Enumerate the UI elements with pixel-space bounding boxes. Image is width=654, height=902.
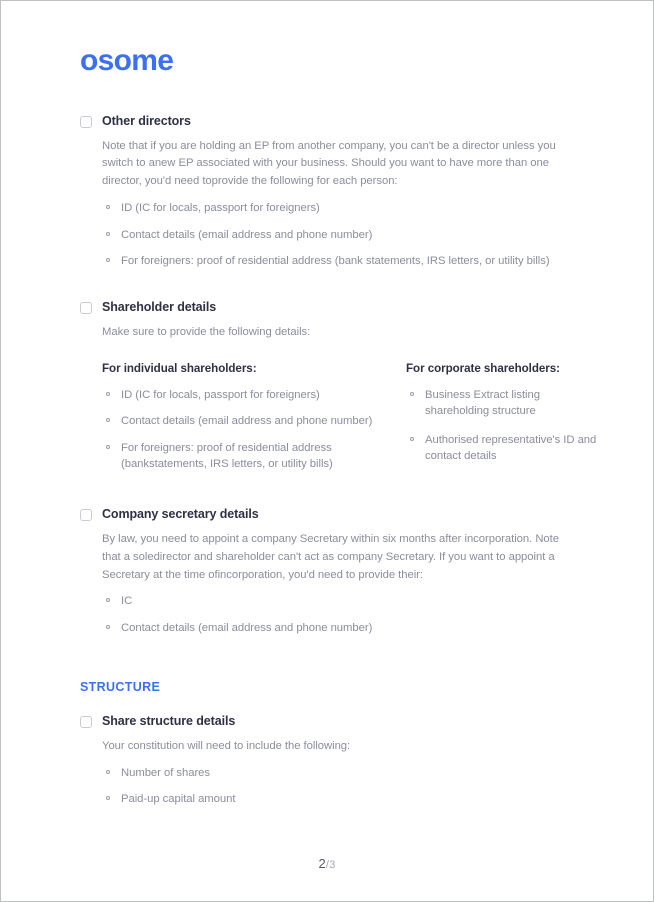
list-item: Authorised representative's ID and contact details [406,432,598,465]
page-separator: / [325,859,330,871]
shareholder-columns [102,361,597,477]
column-corporate-shareholders [406,361,598,477]
list-item: For foreigners: proof of residential address (bank statements, IRS letters, or utility bills) [102,253,576,269]
bullet-list [102,387,406,473]
block-shareholder-details [80,300,597,476]
block-company-secretary-details [80,507,576,636]
block-share-structure-details [80,714,576,807]
list-item: Business Extract listing shareholding structure [406,387,598,420]
bullet-list [406,387,598,465]
column-heading: For corporate shareholders: [406,361,560,375]
checkbox-share-structure-details[interactable] [80,716,92,728]
bullet-list [102,593,576,636]
list-item: Paid-up capital amount [102,791,576,807]
list-item: For foreigners: proof of residential address (bankstatements, IRS letters, or utility bills) [102,440,406,473]
page-footer [1,856,653,871]
checkbox-other-directors[interactable] [80,116,92,128]
block-title: Other directors [102,114,191,128]
list-item: IC [102,593,576,609]
list-item: Contact details (email address and phone number) [102,227,576,243]
block-paragraph: Note that if you are holding an EP from another company, you can't be a director unless you switch to anew EP associated with your business. Should you want to have more than one director, you'd need toprovide the following for each person: [102,139,556,188]
block-header-row[interactable] [80,714,576,730]
spacer [80,476,576,507]
spacer [80,636,576,680]
total-page-count: 3 [329,859,336,871]
block-paragraph: Your constitution will need to include the following: [102,739,351,752]
column-heading: For individual shareholders: [102,361,257,375]
spacer [80,269,576,300]
bullet-list [102,200,576,269]
block-header-row[interactable] [80,114,576,130]
list-item: Contact details (email address and phone number) [102,413,406,429]
block-other-directors [80,114,576,269]
page-content-area [80,1,597,902]
block-title: Shareholder details [102,300,217,315]
section-heading-structure: STRUCTURE [80,680,161,695]
list-item: Number of shares [102,765,576,781]
document-body [80,114,597,807]
checkbox-shareholder-details[interactable] [80,302,92,314]
block-paragraph: By law, you need to appoint a company Secretary within six months after incorporation. Note that a soledirector and shareholder can't act as company Secretary. If you want to appoint a Secretary at the time ofincorporation, you'd need to provide their: [102,532,559,581]
list-item: Contact details (email address and phone number) [102,620,576,636]
column-individual-shareholders [102,361,406,477]
block-title: Company secretary details [102,507,259,522]
checkbox-company-secretary-details[interactable] [80,509,92,521]
current-page-number: 2 [318,856,326,871]
block-header-row[interactable] [80,507,576,523]
block-header-row[interactable] [80,300,576,316]
list-item: ID (IC for locals, passport for foreigners) [102,200,576,216]
block-paragraph: Make sure to provide the following details: [102,325,311,338]
bullet-list [102,765,576,808]
block-title: Share structure details [102,714,236,729]
osome-logo: osome [80,44,174,77]
spacer [80,694,576,714]
list-item: ID (IC for locals, passport for foreigners) [102,387,406,403]
